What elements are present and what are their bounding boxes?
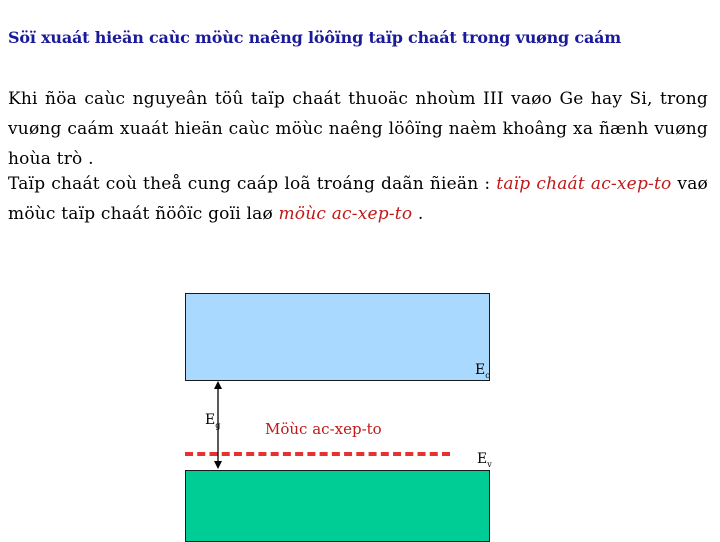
valence-band-symbol: E — [477, 451, 488, 467]
paragraph-acceptor-definition — [8, 169, 708, 229]
paragraph-text-3: . — [412, 204, 424, 224]
acceptor-level-line — [185, 452, 450, 456]
paragraph-acceptor-levels: Khi ñöa caùc nguyeân töû taïp chaát thuoäc nhoùm III vaøo Ge hay Si, trong vuøng caám xuaát hieän caùc möùc naêng löôïng naèm khoâng xa ñænh vuøng hoùa trò . — [8, 89, 708, 169]
conduction-band-symbol: E — [475, 362, 486, 378]
conduction-band-subscript: c — [485, 371, 490, 380]
band-gap-label — [205, 412, 220, 430]
acceptor-level-term: möùc ac-xep-to — [278, 204, 413, 224]
band-gap-subscript: g — [215, 421, 221, 430]
acceptor-level-label: Möùc ac-xep-to — [265, 420, 382, 438]
valence-band-label — [477, 451, 492, 469]
conduction-band-label — [475, 362, 490, 380]
valence-band — [185, 470, 490, 542]
band-gap-symbol: E — [205, 412, 216, 428]
paragraph-text-1: Taïp chaát coù theå cung caáp loã troáng daãn ñieän : — [8, 174, 497, 194]
paragraph-text-2: vaø möùc taïp chaát ñöôïc goïi laø — [8, 174, 708, 224]
slide-title: Söï xuaát hieän caùc möùc naêng löôïng taïp chaát trong vuøng caám — [8, 28, 622, 47]
conduction-band — [185, 293, 490, 381]
valence-band-subscript: v — [487, 460, 492, 469]
acceptor-impurity-term: taïp chaát ac-xep-to — [496, 174, 672, 194]
